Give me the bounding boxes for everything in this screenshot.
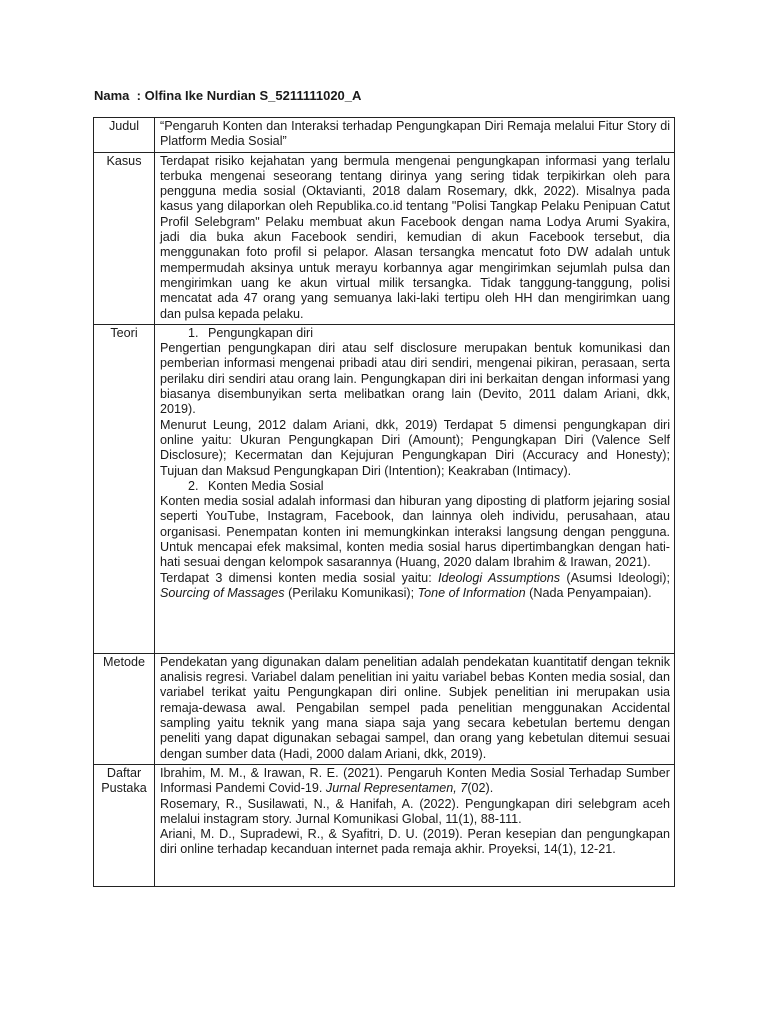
heading-1-number: 1. (188, 325, 199, 340)
kasus-text: Terdapat risiko kejahatan yang bermula mengenai pengungkapan informasi yang terlalu terbuka mengenai seseorang tentang dirinya yang sering tidak terpikirkan oleh para pengguna media sosial (Oktavianti, 2018 dalam Rosemary, dkk, 2022). Misalnya pada kasus yang dilaporkan oleh Republika.co.id tentang "Polisi Tangkap Pelaku Penipuan Catut Profil Selebgram" Pelaku membuat akun Facebook dengan nama Lodya Arumi Syakira, jadi dia buka akun Facebook sendiri, kemudian di akun Facebook tersebut, dia menggunakan foto profil si pelapor. Alasan tersangka mencatut foto DW adalah untuk mempermudah aksinya untuk merayu korbannya agar mengirimkan sejumlah pulsa dan mengirimkan uang ke akun virtual milik tersangka. Tidak tanggung-tanggung, polisi mencatat ada 47 orang yang semuanya laki-laki tertipu oleh HH dan mengirimkan uang dan pulsa kepada pelaku. (155, 152, 675, 324)
row-teori (94, 324, 675, 653)
label-metode: Metode (94, 653, 155, 764)
label-pustaka-line-1: Daftar (106, 765, 142, 780)
heading-2-text: Konten Media Sosial (208, 478, 324, 493)
heading-2-number: 2. (188, 478, 199, 493)
pustaka-content (155, 764, 675, 886)
ref1-italic-journal: Jurnal Representamen, 7 (325, 781, 468, 796)
row-kasus (94, 152, 675, 324)
label-kasus: Kasus (94, 152, 155, 324)
label-pustaka (94, 764, 155, 886)
label-judul: Judul (94, 118, 155, 153)
teori-paragraph-4 (160, 571, 670, 602)
teori-paragraph-1: Pengertian pengungkapan diri atau self disclosure merupakan bentuk komunikasi dan pemberian informasi mengenai pribadi atau diri sendiri, mengenai pikiran, perasaan, serta perilaku diri sendiri atau orang lain. Pengungkapan diri ini berkaitan dengan informasi yang biasanya disembunyikan serta melibatkan orang lain (Devito, 2011 dalam Ariani, dkk, 2019). (160, 341, 670, 417)
p4-text-c: (Asumsi Ideologi); (560, 570, 670, 585)
p4-italic-d: Sourcing of Massages (160, 585, 285, 600)
name-value: : Olfina Ike Nurdian S_5211111020_A (136, 88, 362, 103)
p4-text-g: (Nada Penyampaian). (525, 585, 652, 600)
p4-text-a: Terdapat 3 dimensi konten media sosial yaitu: (160, 570, 439, 585)
teori-content (155, 324, 675, 653)
label-teori: Teori (94, 324, 155, 653)
row-judul (94, 118, 675, 153)
label-pustaka-line-2: Pustaka (101, 781, 147, 796)
heading-1-text: Pengungkapan diri (208, 325, 314, 340)
ref1-text-c: (02). (467, 781, 494, 796)
ref1-text-a: Ibrahim, M. M., & Irawan, R. E. (2021). Pengaruh Konten Media Sosial Terhadap Sumber Informasi Pandemi Covid-19. (160, 765, 670, 796)
row-metode (94, 653, 675, 764)
p4-italic-b: Ideologi Assumptions (438, 570, 561, 585)
student-name-line (94, 88, 361, 103)
row-pustaka (94, 764, 675, 886)
p4-italic-f: Tone of Information (417, 585, 526, 600)
reference-2: Rosemary, R., Susilawati, N., & Hanifah, A. (2022). Pengungkapan diri selebgram aceh melalui instagram story. Jurnal Komunikasi Global, 11(1), 88-111. (160, 796, 670, 826)
p4-text-e: (Perilaku Komunikasi); (284, 585, 418, 600)
reference-3: Ariani, M. D., Supradewi, R., & Syafitri, D. U. (2019). Peran kesepian dan pengungkapan diri online terhadap kecanduan internet pada remaja akhir. Proyeksi, 14(1), 12-21. (160, 827, 670, 857)
summary-table (93, 117, 675, 887)
teori-paragraph-3: Konten media sosial adalah informasi dan hiburan yang diposting di platform jejaring sosial seperti YouTube, Instagram, Facebook, dan lainnya oleh individu, perusahaan, atau organisasi. Penempatan konten ini memungkinkan interaksi langsung dengan pengguna. Untuk mencapai efek maksimal, konten media sosial harus dipertimbangkan dengan hati-hati sesuai dengan kelompok sasarannya (Huang, 2020 dalam Ibrahim & Irawan, 2021). (160, 494, 670, 570)
metode-text: Pendekatan yang digunakan dalam penelitian adalah pendekatan kuantitatif dengan teknik analisis regresi. Variabel dalam penelitian ini yaitu variabel bebas Konten media sosial, dan variabel terikat yaitu Pengungkapan diri online. Subjek penelitian ini merupakan usia remaja-dewasa awal. Pengabilan sempel pada penelitian menggunakan Accidental sampling yaitu teknik yang mana siapa saja yang secara kebetulan bertemu dengan peneliti yang dapat digunakan sebagai sampel, dan orang yang kebetulan ditemui sesuai dengan sumber data (Hadi, 2000 dalam Ariani, dkk, 2019). (155, 653, 675, 764)
judul-text: “Pengaruh Konten dan Interaksi terhadap Pengungkapan Diri Remaja melalui Fitur Story di Platform Media Sosial” (155, 118, 675, 153)
reference-1 (160, 766, 670, 797)
teori-paragraph-2: Menurut Leung, 2012 dalam Ariani, dkk, 2019) Terdapat 5 dimensi pengungkapan diri online yaitu: Ukuran Pengungkapan Diri (Amount); Pengungkapan Diri (Valence Self Disclosure); Kecermatan dan Kejujuran Pengungkapan Diri (Accuracy and Honesty); Tujuan dan Maksud Pengungkapan Diri (Intention); Keakraban (Intimacy). (160, 417, 670, 478)
teori-heading-1 (160, 326, 670, 341)
name-label: Nama (94, 88, 130, 103)
teori-heading-2 (160, 479, 670, 494)
